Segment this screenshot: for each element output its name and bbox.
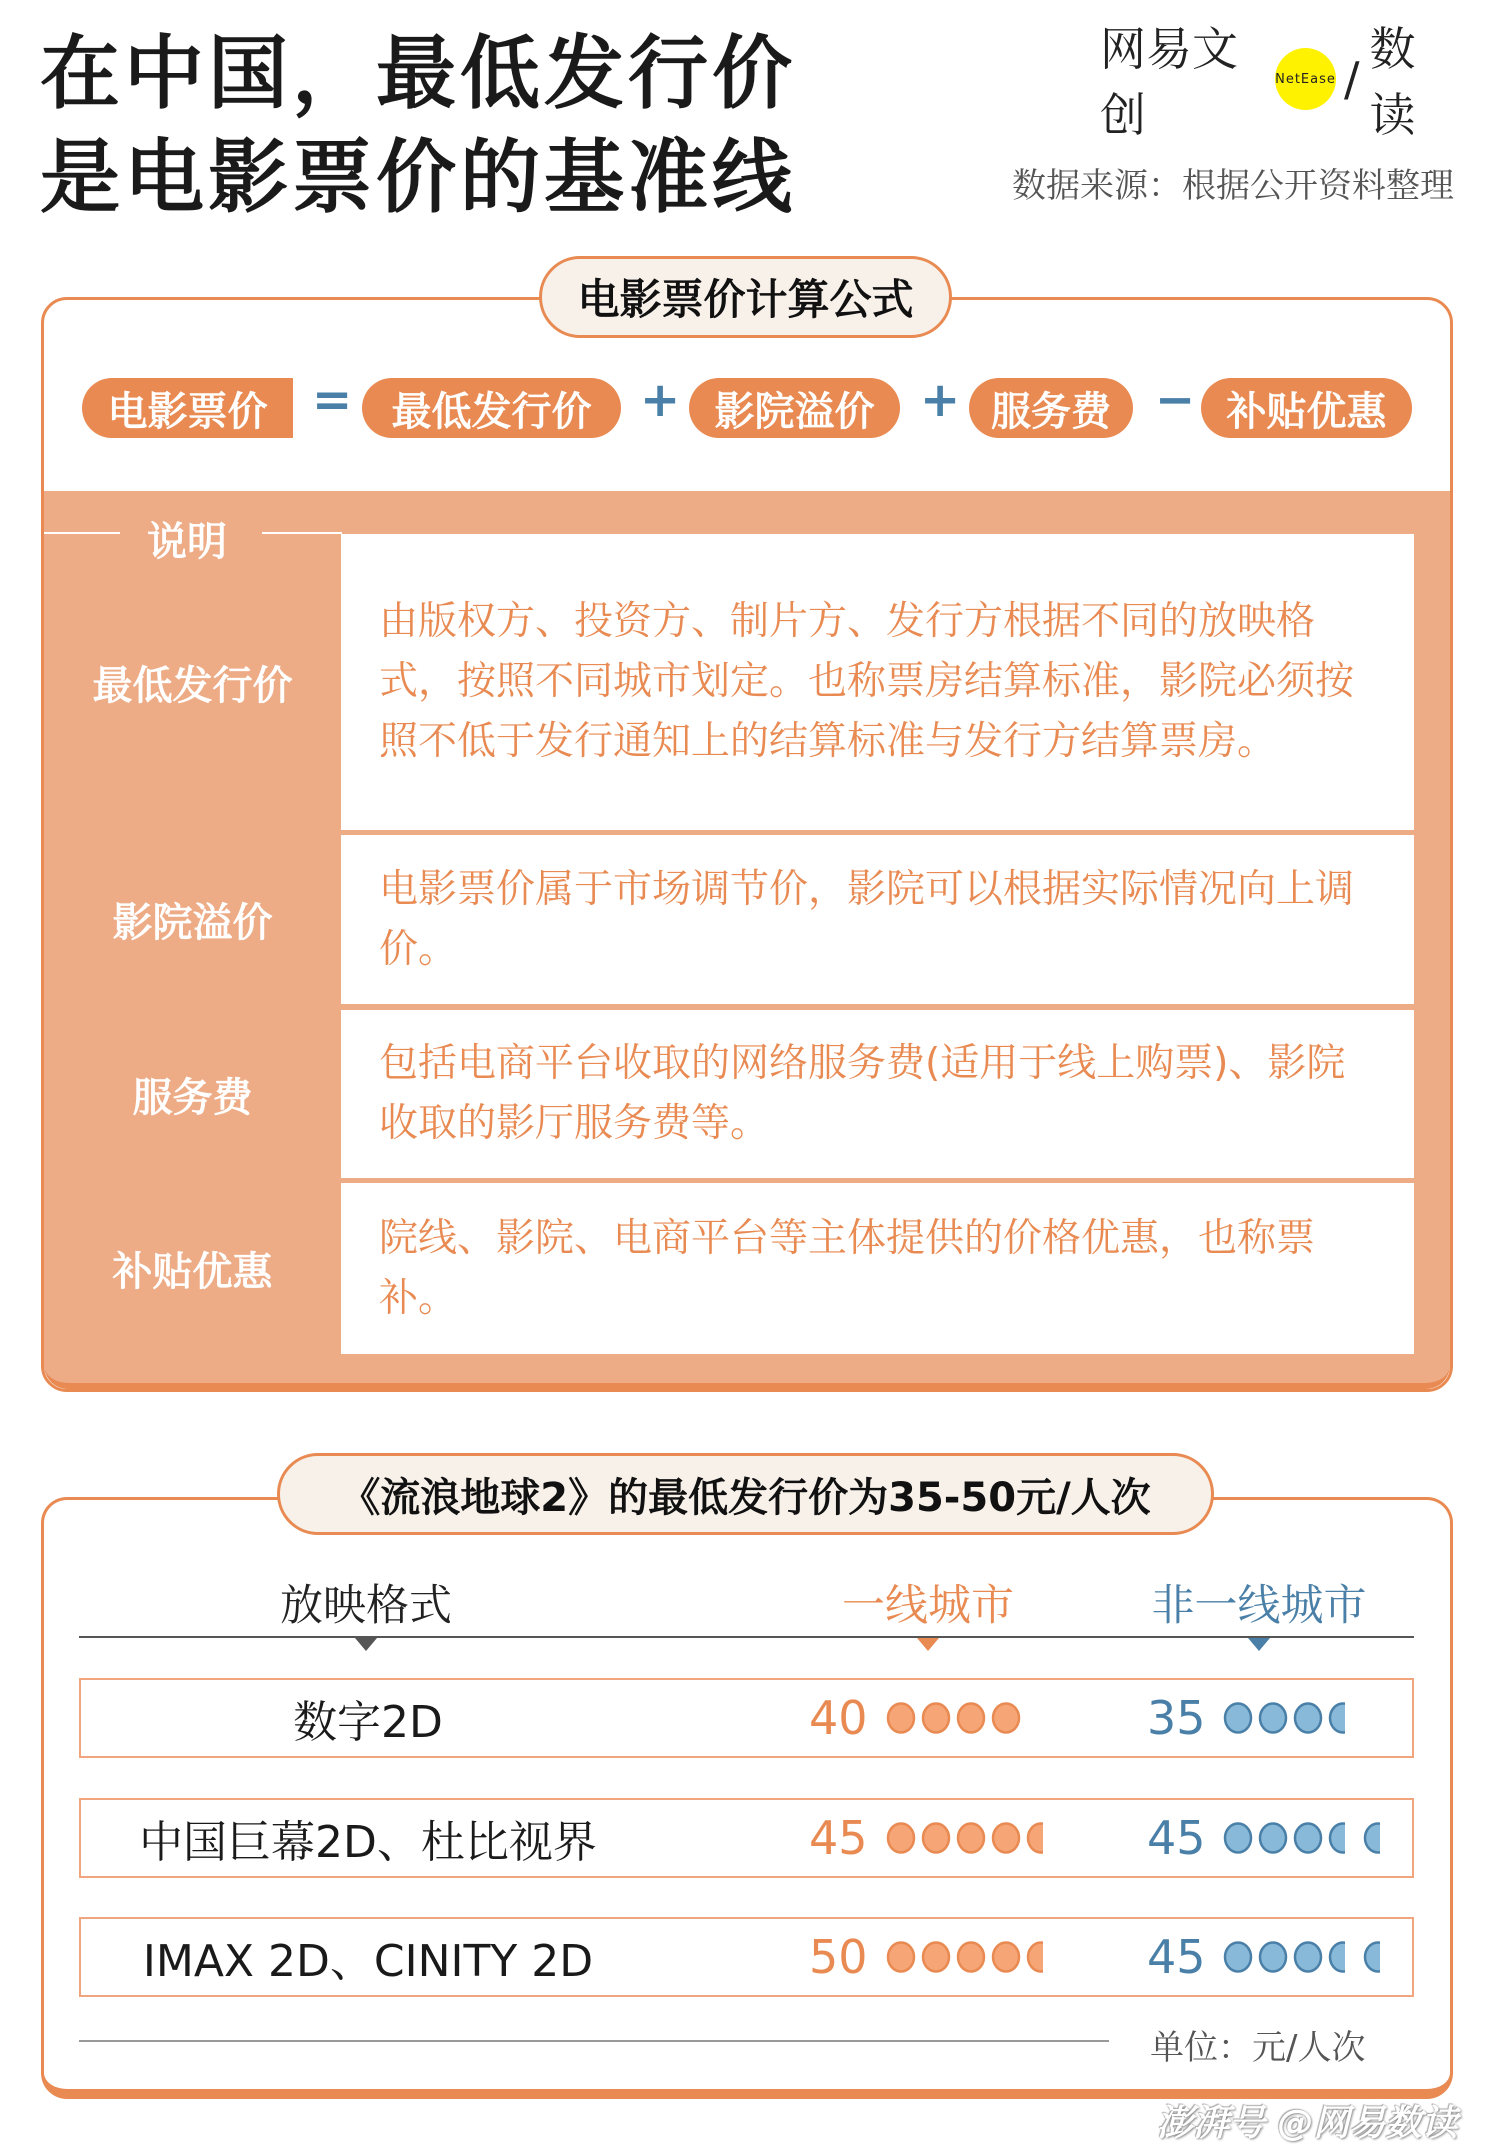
triangle-icon	[355, 1638, 377, 1651]
tier2-dot	[1330, 1824, 1356, 1853]
row-text: 电影票价属于市场调节价，影院可以根据实际情况向上调价。	[341, 835, 1414, 1004]
logo-badge: NetEase	[1275, 48, 1336, 110]
row-term: 服务费	[132, 1074, 253, 1121]
tier1-dot	[993, 1943, 1019, 1972]
tier1-dots	[886, 1818, 1086, 1858]
header-tier1: 一线城市	[842, 1581, 1014, 1631]
tier1-dot	[888, 1704, 914, 1733]
tier2-dot	[1330, 1943, 1356, 1972]
tier1-dot	[888, 1943, 914, 1972]
tier1-dot	[923, 1704, 949, 1733]
tier1-dot	[993, 1704, 1019, 1733]
operator-plus: +	[640, 372, 681, 428]
table-row	[79, 1917, 1414, 1997]
tier1-dot	[923, 1943, 949, 1972]
term-min-release-price: 最低发行价	[362, 378, 621, 438]
watermark: 澎湃号 @网易数读	[1157, 2103, 1458, 2144]
tier2-dot	[1295, 1824, 1321, 1853]
tier2-value: 35	[1147, 1691, 1206, 1745]
tier1-dot	[888, 1824, 914, 1853]
format-label: 中国巨幕2D、杜比视界	[139, 1817, 597, 1868]
page-title-line1: 在中国，最低发行价	[40, 27, 796, 120]
tier1-dot	[958, 1943, 984, 1972]
tier1-value: 40	[809, 1691, 868, 1745]
tier2-dot	[1260, 1824, 1286, 1853]
operator-plus: +	[920, 372, 961, 428]
term-subsidy: 补贴优惠	[1201, 378, 1412, 438]
tier1-dots	[886, 1937, 1086, 1977]
tier2-dot	[1365, 1824, 1391, 1853]
row-text: 由版权方、投资方、制片方、发行方根据不同的放映格式，按照不同城市划定。也称票房结算标准，影院必须按照不低于发行通知上的结算标准与发行方结算票房。	[341, 534, 1414, 830]
header-divider	[79, 1636, 1414, 1638]
format-label: IMAX 2D、CINITY 2D	[142, 1936, 594, 1987]
tier2-dot	[1365, 1943, 1391, 1972]
tier2-dot	[1225, 1704, 1251, 1733]
tier2-dot	[1295, 1943, 1321, 1972]
tier2-dot	[1225, 1943, 1251, 1972]
explanation-row	[44, 534, 1414, 830]
unit-note: 单位：元/人次	[1150, 2028, 1366, 2068]
tier2-dots	[1223, 1698, 1423, 1738]
explanation-row	[44, 835, 1414, 1004]
tier1-dot	[1028, 1824, 1054, 1853]
tier2-dot	[1295, 1704, 1321, 1733]
row-text: 院线、影院、电商平台等主体提供的价格优惠，也称票补。	[341, 1183, 1414, 1354]
table-row	[79, 1798, 1414, 1878]
tier1-dot	[1028, 1943, 1054, 1972]
term-ticket-price: 电影票价	[82, 378, 293, 438]
term-service-fee: 服务费	[969, 378, 1133, 438]
tier2-dots	[1223, 1937, 1423, 1977]
formula-title: 电影票价计算公式	[539, 256, 952, 338]
triangle-icon	[1248, 1638, 1270, 1651]
tier2-dot	[1260, 1943, 1286, 1972]
format-label: 数字2D	[293, 1697, 443, 1748]
explanation-row	[44, 1010, 1414, 1178]
tier1-value: 50	[809, 1930, 868, 1984]
tier2-dot	[1225, 1824, 1251, 1853]
row-term: 最低发行价	[92, 662, 293, 709]
triangle-icon	[917, 1638, 939, 1651]
footer-divider	[79, 2040, 1109, 2042]
tier1-dot	[958, 1824, 984, 1853]
tier2-dots	[1223, 1818, 1423, 1858]
tier2-dot	[1330, 1704, 1356, 1733]
tier1-value: 45	[809, 1811, 868, 1865]
explanation-label: 说明	[147, 519, 227, 565]
term-cinema-premium: 影院溢价	[689, 378, 900, 438]
logo-slash: /	[1343, 52, 1360, 106]
row-term: 补贴优惠	[112, 1249, 273, 1295]
tier1-dot	[993, 1824, 1019, 1853]
logo-text: 网易文创	[1100, 22, 1238, 142]
tier1-dot	[923, 1824, 949, 1853]
tier2-dot	[1260, 1704, 1286, 1733]
table-row	[79, 1678, 1414, 1758]
tier2-value: 45	[1147, 1930, 1206, 1984]
tier1-dot	[958, 1704, 984, 1733]
page-title-line2: 是电影票价的基准线	[40, 131, 796, 224]
netease-logo	[1100, 22, 1460, 142]
tier2-value: 45	[1147, 1811, 1206, 1865]
row-term: 影院溢价	[112, 900, 273, 946]
table-title: 《流浪地球2》的最低发行价为35-50元/人次	[277, 1453, 1214, 1535]
operator-minus: −	[1155, 372, 1196, 428]
data-source: 数据来源：根据公开资料整理	[1012, 166, 1454, 206]
header-tier2: 非一线城市	[1151, 1581, 1367, 1631]
logo-brand: 数读	[1369, 22, 1416, 142]
explanation-row	[44, 1183, 1414, 1354]
row-text: 包括电商平台收取的网络服务费(适用于线上购票)、影院收取的影厅服务费等。	[341, 1010, 1414, 1178]
tier1-dots	[886, 1698, 1086, 1738]
operator-equals: =	[312, 372, 353, 428]
header-format: 放映格式	[280, 1581, 452, 1631]
